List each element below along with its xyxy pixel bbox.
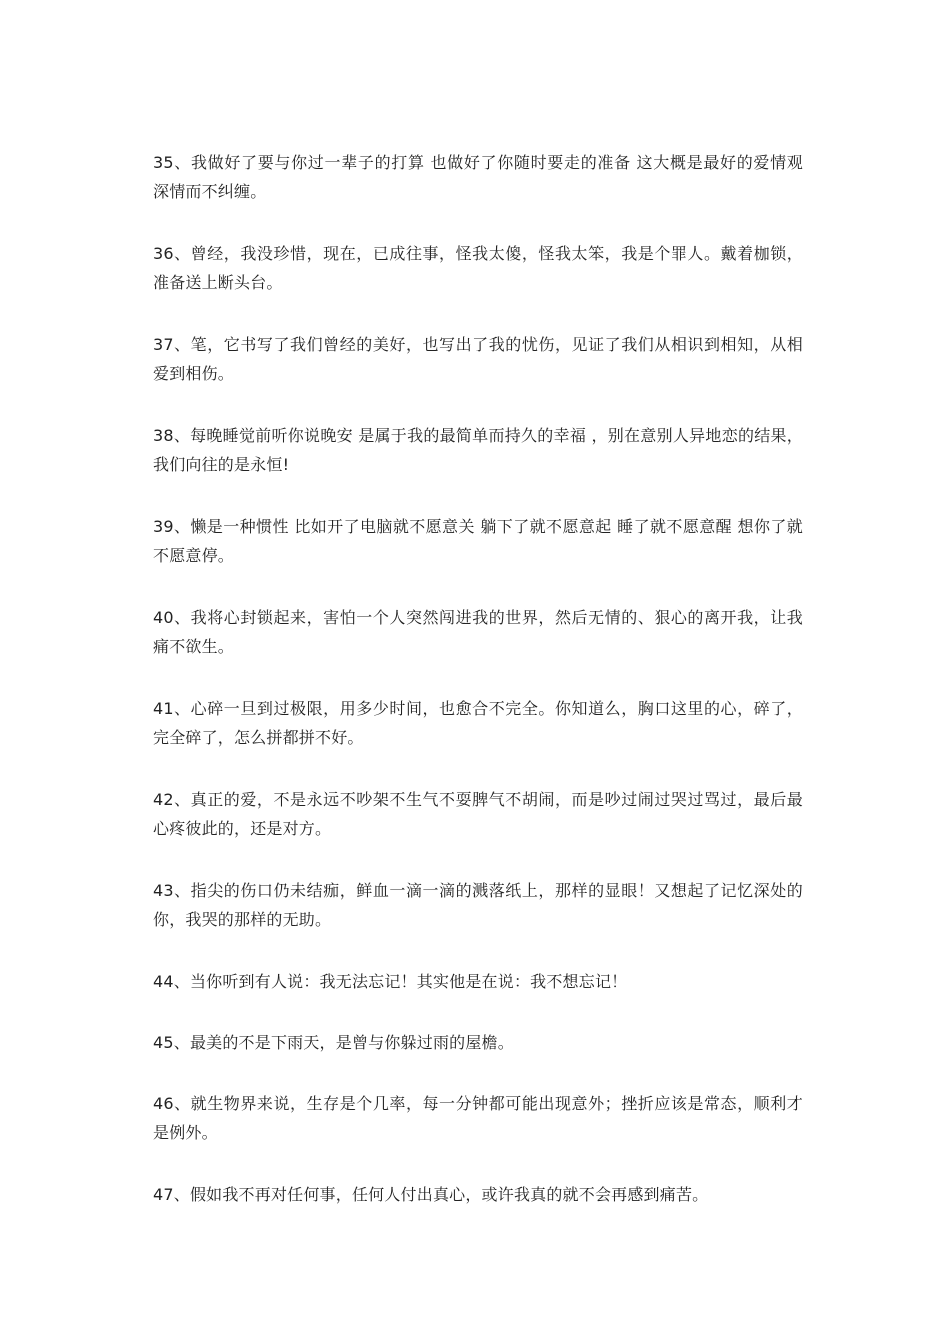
paragraph-45: 45、最美的不是下雨天，是曾与你躲过雨的屋檐。 xyxy=(153,1033,514,1052)
document-body xyxy=(153,148,803,1241)
paragraph-36: 36、曾经，我没珍惜，现在，已成往事，怪我太傻，怪我太笨，我是个罪人。戴着枷锁，准备送上断头台。 xyxy=(153,244,803,292)
paragraph-39: 39、懒是一种惯性 比如开了电脑就不愿意关 躺下了就不愿意起 睡了就不愿意醒 想你了就不愿意停。 xyxy=(153,517,803,565)
paragraph-42: 42、真正的爱，不是永远不吵架不生气不耍脾气不胡闹，而是吵过闹过哭过骂过，最后最心疼彼此的，还是对方。 xyxy=(153,790,803,838)
paragraph-41: 41、心碎一旦到过极限，用多少时间，也愈合不完全。你知道么，胸口这里的心，碎了，完全碎了，怎么拼都拼不好。 xyxy=(153,699,803,747)
paragraph-35: 35、我做好了要与你过一辈子的打算 也做好了你随时要走的准备 这大概是最好的爱情观 深情而不纠缠。 xyxy=(153,153,803,201)
paragraph-44: 44、当你听到有人说：我无法忘记！其实他是在说：我不想忘记！ xyxy=(153,972,628,991)
paragraph-37: 37、笔，它书写了我们曾经的美好，也写出了我的忧伤，见证了我们从相识到相知，从相爱到相伤。 xyxy=(153,335,803,383)
paragraph-40: 40、我将心封锁起来，害怕一个人突然闯进我的世界，然后无情的、狠心的离开我，让我痛不欲生。 xyxy=(153,608,803,656)
paragraph-43: 43、指尖的伤口仍未结痂，鲜血一滴一滴的溅落纸上，那样的显眼！又想起了记忆深处的你，我哭的那样的无助。 xyxy=(153,881,803,929)
paragraph-46: 46、就生物界来说，生存是个几率，每一分钟都可能出现意外；挫折应该是常态，顺利才是例外。 xyxy=(153,1094,803,1142)
paragraph-47: 47、假如我不再对任何事，任何人付出真心，或许我真的就不会再感到痛苦。 xyxy=(153,1185,709,1204)
paragraph-38: 38、每晚睡觉前听你说晚安 是属于我的最简单而持久的幸福 ，别在意别人异地恋的结果，我们向往的是永恒! xyxy=(153,426,803,474)
